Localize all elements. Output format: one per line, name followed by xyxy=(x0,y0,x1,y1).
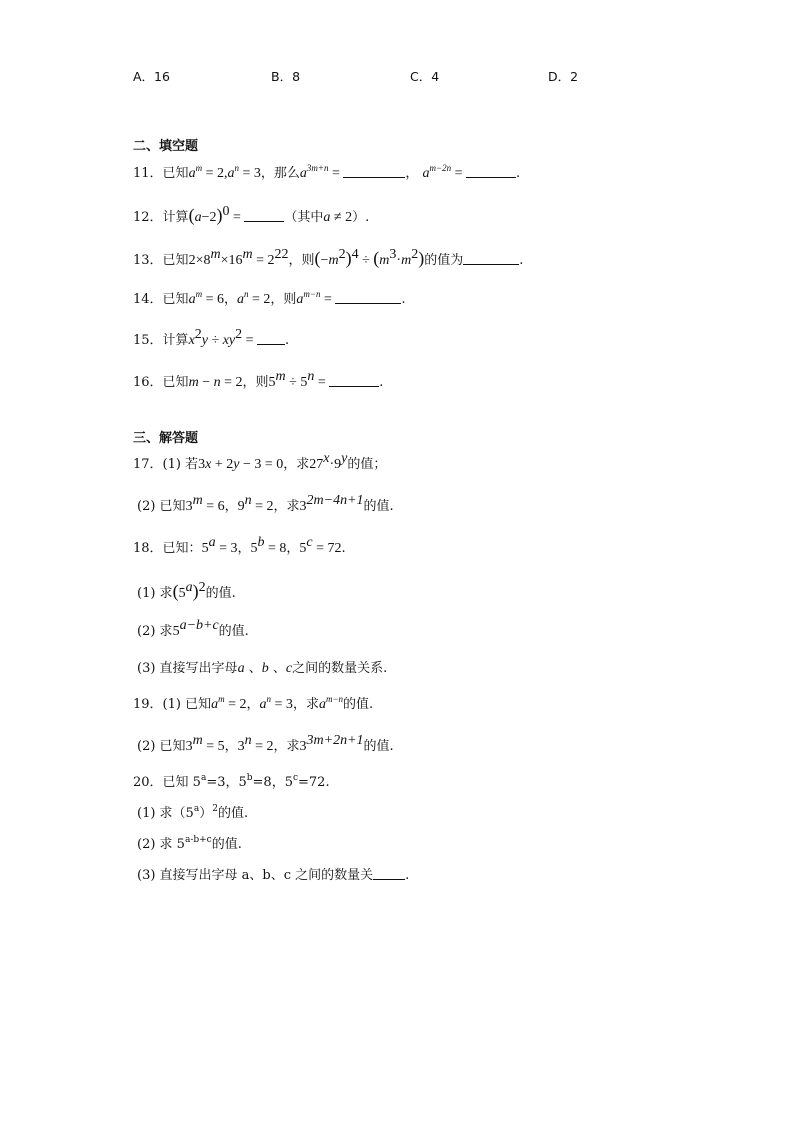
answer-blank[interactable] xyxy=(463,252,519,265)
question-14: 14．已知$a^m = 6$，$a^n = 2$，则$a^{m-n}$ = . xyxy=(133,289,406,307)
question-16: 16．已知m − n = 2，则$5^m \div 5^n$ = . xyxy=(133,369,384,390)
question-18-part-2: (2) 求$5^{a-b+c}$的值. xyxy=(137,618,249,639)
question-20-part-3: (3) 直接写出字母 a、b、c 之间的数量关 . xyxy=(137,868,410,883)
section-heading-solve: 三、解答题 xyxy=(133,431,199,446)
answer-blank[interactable] xyxy=(466,165,516,178)
question-20-part-2: (2) 求 $5^{a-b+c}$的值. xyxy=(137,835,242,852)
question-17-part-1: 17．(1) 若3x + 2y − 3 = 0，求$27^x\cdot 9^y$的值； xyxy=(133,451,387,472)
option-a: A．16 xyxy=(133,69,170,84)
question-18-part-3: (3) 直接写出字母a 、b 、c之间的数量关系. xyxy=(137,661,388,676)
question-12: 12．计算$(a-2)^0$ = （其中a ≠ 2）. xyxy=(133,204,370,225)
option-c: C．4 xyxy=(410,69,440,84)
answer-blank[interactable] xyxy=(257,332,285,345)
question-20: 20．已知 $5^a=3$，$5^b=8$，$5^c=72$. xyxy=(133,773,330,790)
section-heading-fill-in: 二、填空题 xyxy=(133,139,199,154)
answer-blank[interactable] xyxy=(343,165,405,178)
question-18: 18．已知：$5^a = 3$，$5^b = 8$，$5^c = 72$. xyxy=(133,535,346,556)
answer-blank[interactable] xyxy=(373,867,405,880)
answer-blank[interactable] xyxy=(329,374,379,387)
question-13: 13．已知$2\times 8^m\times 16^m = 2^{22}$，则$(-m^2)^4 \div (m^3\cdot m^2)$的值为 . xyxy=(133,247,524,268)
question-18-part-1: (1) 求$(5^a)^2$的值. xyxy=(137,580,236,601)
question-17-part-2: (2) 已知$3^m = 6$，$9^n = 2$，求$3^{2m-4n+1}$的值. xyxy=(137,493,394,514)
answer-blank[interactable] xyxy=(244,209,284,222)
option-d: D．2 xyxy=(548,69,579,84)
question-15: 15．计算$x^2y \div xy^2$ = . xyxy=(133,327,290,348)
question-20-part-1: (1) 求$(5^a)^2$的值. xyxy=(137,804,249,821)
multiple-choice-options xyxy=(133,67,593,85)
question-11: 11．已知$a^m = 2,a^n = 3$，那么$a^{3m+n}$ = ， $a^{m-2n}$ = . xyxy=(133,163,521,181)
question-19-part-1: 19．(1) 已知$a^m = 2$，$a^n = 3$，求$a^{m-n}$的值. xyxy=(133,694,374,712)
question-19-part-2: (2) 已知$3^m = 5$，$3^n = 2$，求$3^{3m+2n+1}$的值. xyxy=(137,733,394,754)
option-b: B．8 xyxy=(271,69,301,84)
answer-blank[interactable] xyxy=(335,291,401,304)
